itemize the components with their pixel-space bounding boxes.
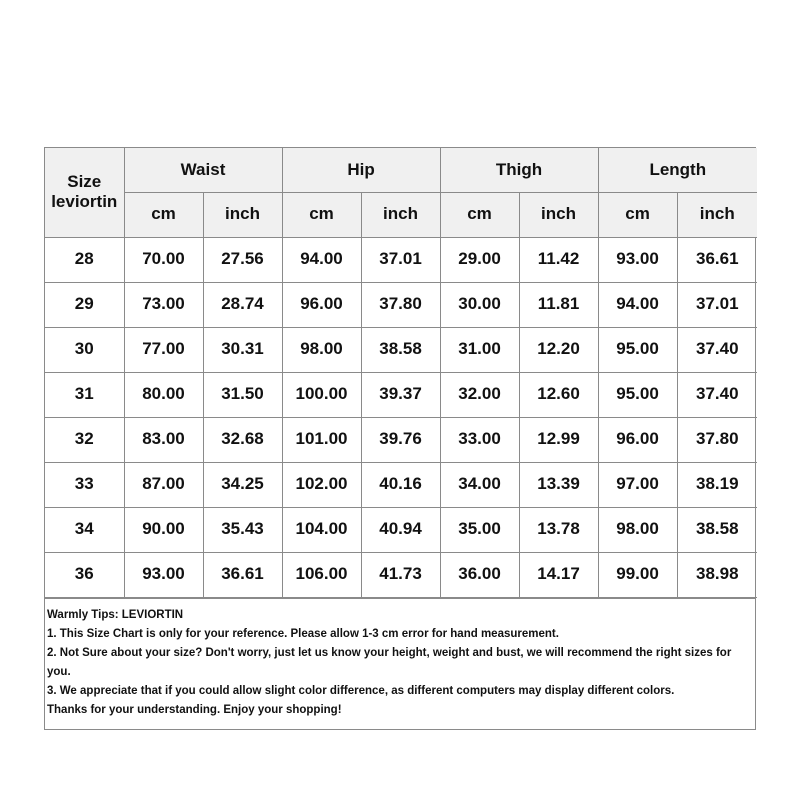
value-cell: 80.00 xyxy=(124,372,203,417)
value-cell: 35.00 xyxy=(440,507,519,552)
size-column-header xyxy=(45,148,124,237)
value-cell: 36.61 xyxy=(203,552,282,597)
value-cell: 12.99 xyxy=(519,417,598,462)
value-cell: 12.20 xyxy=(519,327,598,372)
value-cell: 34.25 xyxy=(203,462,282,507)
value-cell: 39.76 xyxy=(361,417,440,462)
unit-header: cm xyxy=(440,192,519,237)
value-cell: 14.17 xyxy=(519,552,598,597)
value-cell: 93.00 xyxy=(124,552,203,597)
size-cell: 36 xyxy=(45,552,124,597)
size-cell: 33 xyxy=(45,462,124,507)
value-cell: 39.37 xyxy=(361,372,440,417)
value-cell: 31.50 xyxy=(203,372,282,417)
value-cell: 96.00 xyxy=(282,282,361,327)
value-cell: 37.01 xyxy=(677,282,757,327)
value-cell: 99.00 xyxy=(598,552,677,597)
brand-label: leviortin xyxy=(51,192,118,212)
value-cell: 37.80 xyxy=(677,417,757,462)
group-header-hip: Hip xyxy=(282,148,440,192)
value-cell: 73.00 xyxy=(124,282,203,327)
value-cell: 98.00 xyxy=(282,327,361,372)
tip-line: 3. We appreciate that if you could allow slight color difference, as different computers may display different colors. xyxy=(47,684,675,697)
value-cell: 37.40 xyxy=(677,327,757,372)
value-cell: 36.00 xyxy=(440,552,519,597)
size-cell: 29 xyxy=(45,282,124,327)
unit-header: cm xyxy=(282,192,361,237)
unit-header: inch xyxy=(519,192,598,237)
value-cell: 95.00 xyxy=(598,372,677,417)
value-cell: 35.43 xyxy=(203,507,282,552)
value-cell: 97.00 xyxy=(598,462,677,507)
value-cell: 37.80 xyxy=(361,282,440,327)
size-label: Size xyxy=(67,171,102,191)
value-cell: 12.60 xyxy=(519,372,598,417)
table-row xyxy=(45,507,757,552)
size-table xyxy=(45,148,757,598)
value-cell: 32.68 xyxy=(203,417,282,462)
unit-header: cm xyxy=(124,192,203,237)
size-cell: 31 xyxy=(45,372,124,417)
table-row xyxy=(45,327,757,372)
unit-header: cm xyxy=(598,192,677,237)
value-cell: 70.00 xyxy=(124,237,203,282)
value-cell: 100.00 xyxy=(282,372,361,417)
value-cell: 38.58 xyxy=(677,507,757,552)
value-cell: 11.42 xyxy=(519,237,598,282)
value-cell: 37.01 xyxy=(361,237,440,282)
value-cell: 94.00 xyxy=(282,237,361,282)
value-cell: 87.00 xyxy=(124,462,203,507)
value-cell: 13.39 xyxy=(519,462,598,507)
tip-line: 2. Not Sure about your size? Don't worry, just let us know your height, weight and bust, we will recommend the right sizes for you. xyxy=(47,646,732,678)
size-chart xyxy=(44,147,756,730)
value-cell: 31.00 xyxy=(440,327,519,372)
value-cell: 90.00 xyxy=(124,507,203,552)
value-cell: 40.94 xyxy=(361,507,440,552)
size-cell: 28 xyxy=(45,237,124,282)
table-row xyxy=(45,282,757,327)
value-cell: 98.00 xyxy=(598,507,677,552)
group-header-waist: Waist xyxy=(124,148,282,192)
value-cell: 77.00 xyxy=(124,327,203,372)
table-row xyxy=(45,417,757,462)
header-row-units xyxy=(45,192,757,237)
value-cell: 83.00 xyxy=(124,417,203,462)
tips-title: Warmly Tips: LEVIORTIN xyxy=(47,608,184,621)
size-cell: 32 xyxy=(45,417,124,462)
size-cell: 34 xyxy=(45,507,124,552)
value-cell: 95.00 xyxy=(598,327,677,372)
tip-line: Thanks for your understanding. Enjoy your shopping! xyxy=(47,703,342,716)
value-cell: 34.00 xyxy=(440,462,519,507)
table-row xyxy=(45,372,757,417)
value-cell: 41.73 xyxy=(361,552,440,597)
value-cell: 101.00 xyxy=(282,417,361,462)
size-cell: 30 xyxy=(45,327,124,372)
value-cell: 32.00 xyxy=(440,372,519,417)
value-cell: 38.98 xyxy=(677,552,757,597)
value-cell: 11.81 xyxy=(519,282,598,327)
table-row xyxy=(45,552,757,597)
unit-header: inch xyxy=(203,192,282,237)
unit-header: inch xyxy=(361,192,440,237)
tip-line: 1. This Size Chart is only for your reference. Please allow 1-3 cm error for hand measurement. xyxy=(47,627,559,640)
value-cell: 104.00 xyxy=(282,507,361,552)
tips-section xyxy=(45,598,755,729)
group-header-length: Length xyxy=(598,148,757,192)
value-cell: 29.00 xyxy=(440,237,519,282)
value-cell: 102.00 xyxy=(282,462,361,507)
value-cell: 30.31 xyxy=(203,327,282,372)
value-cell: 30.00 xyxy=(440,282,519,327)
value-cell: 13.78 xyxy=(519,507,598,552)
table-row xyxy=(45,462,757,507)
value-cell: 38.58 xyxy=(361,327,440,372)
value-cell: 37.40 xyxy=(677,372,757,417)
value-cell: 36.61 xyxy=(677,237,757,282)
table-row xyxy=(45,237,757,282)
value-cell: 33.00 xyxy=(440,417,519,462)
value-cell: 27.56 xyxy=(203,237,282,282)
value-cell: 38.19 xyxy=(677,462,757,507)
value-cell: 106.00 xyxy=(282,552,361,597)
value-cell: 96.00 xyxy=(598,417,677,462)
value-cell: 40.16 xyxy=(361,462,440,507)
group-header-thigh: Thigh xyxy=(440,148,598,192)
header-row-groups xyxy=(45,148,757,192)
value-cell: 94.00 xyxy=(598,282,677,327)
value-cell: 93.00 xyxy=(598,237,677,282)
value-cell: 28.74 xyxy=(203,282,282,327)
unit-header: inch xyxy=(677,192,757,237)
